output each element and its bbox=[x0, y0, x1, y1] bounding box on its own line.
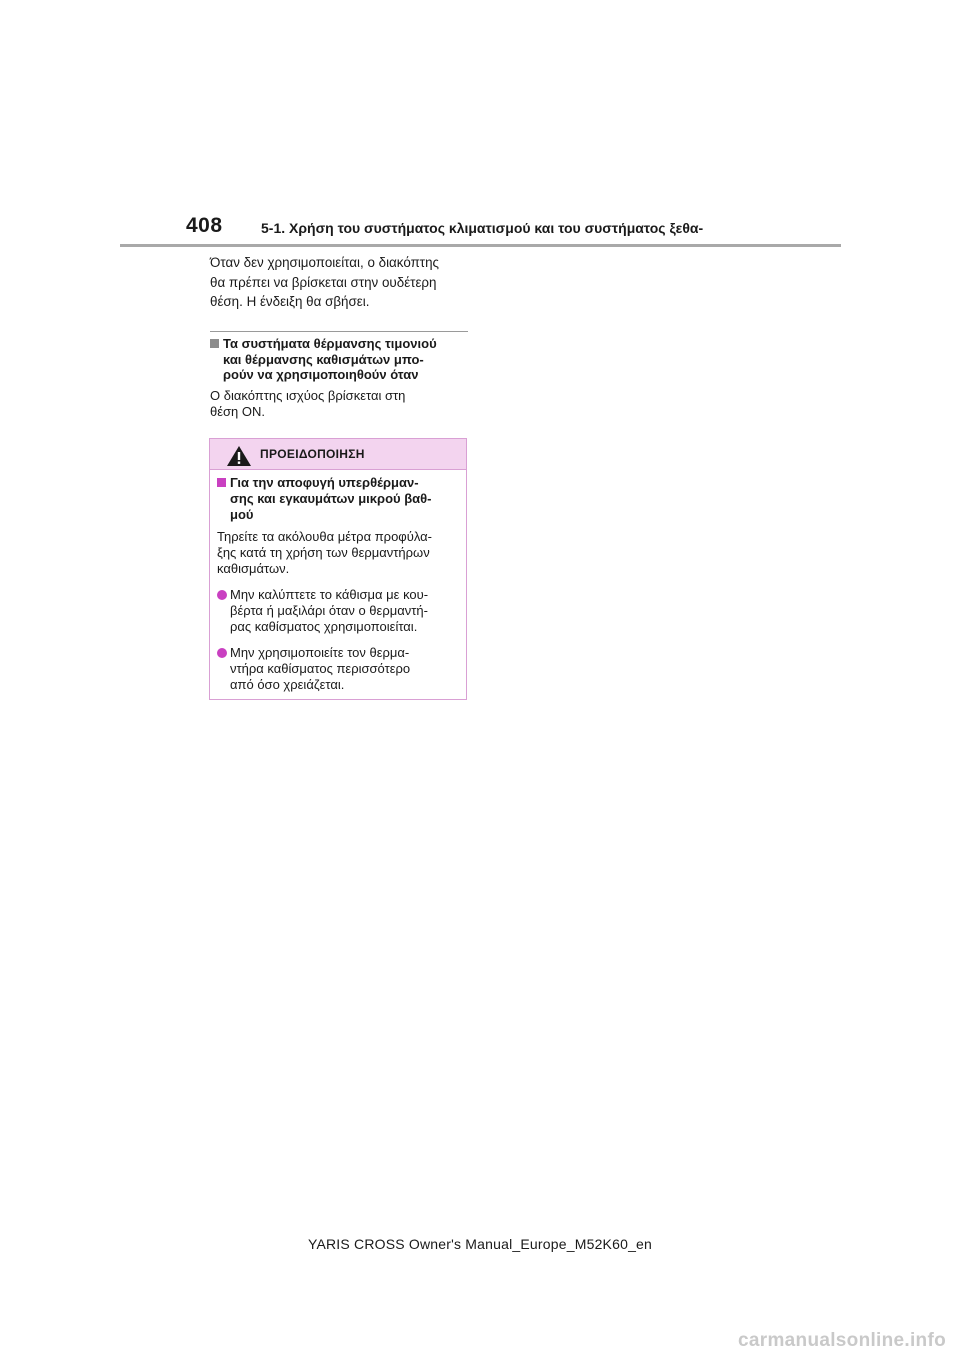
text-line: καθισμάτων. bbox=[217, 561, 290, 576]
watermark: carmanualsonline.info bbox=[738, 1330, 946, 1351]
heading-line: σης και εγκαυμάτων μικρού βαθ- bbox=[230, 491, 432, 506]
text-line: Μην καλύπτετε το κάθισμα με κου- bbox=[230, 587, 429, 602]
intro-line: θέση. Η ένδειξη θα σβήσει. bbox=[210, 294, 370, 309]
square-bullet-icon bbox=[217, 478, 226, 487]
heading-line: ρούν να χρησιμοποιηθούν όταν bbox=[223, 367, 419, 382]
subsection-body bbox=[210, 388, 468, 420]
heading-line: και θέρμανσης καθισμάτων μπο- bbox=[223, 351, 424, 367]
text-line: βέρτα ή μαξιλάρι όταν ο θερμαντή- bbox=[230, 603, 428, 618]
subsection-heading bbox=[210, 336, 468, 383]
warning-header bbox=[210, 439, 466, 470]
text-line: Τηρείτε τα ακόλουθα μέτρα προφύλα- bbox=[217, 529, 432, 544]
page-footer: YARIS CROSS Owner's Manual_Europe_M52K60_en bbox=[307, 1236, 653, 1252]
warning-box bbox=[209, 438, 467, 700]
section-title: 5-1. Χρήση του συστήματος κλιματισμού και του συστήματος ξεθα- bbox=[261, 220, 704, 236]
text-line: ρας καθίσματος χρησιμοποιείται. bbox=[230, 619, 418, 634]
warning-heading-text bbox=[217, 475, 463, 523]
heading-line: Για την αποφυγή υπερθέρμαν- bbox=[230, 475, 419, 490]
square-bullet-icon bbox=[210, 339, 219, 348]
warning-triangle-icon bbox=[226, 445, 252, 472]
warning-intro bbox=[217, 529, 463, 577]
warning-bullet bbox=[217, 645, 463, 693]
body-line: Ο διακόπτης ισχύος βρίσκεται στη bbox=[210, 388, 406, 403]
intro-line: θα πρέπει να βρίσκεται στην ουδέτερη bbox=[210, 274, 437, 290]
warning-heading bbox=[217, 475, 463, 523]
intro-paragraph bbox=[210, 253, 468, 312]
round-bullet-icon bbox=[217, 590, 227, 600]
text-line: ντήρα καθίσματος περισσότερο bbox=[230, 661, 411, 676]
round-bullet-icon bbox=[217, 648, 227, 658]
heading-line: μού bbox=[230, 507, 254, 522]
page-number: 408 bbox=[186, 214, 223, 237]
text-line: ξης κατά τη χρήση των θερμαντήρων bbox=[217, 545, 430, 560]
header-rule bbox=[120, 244, 841, 247]
warning-bullet bbox=[217, 587, 463, 635]
text-line: Μην χρησιμοποιείτε τον θερμα- bbox=[230, 645, 410, 660]
section-divider bbox=[210, 331, 468, 332]
body-line: θέση ON. bbox=[210, 404, 266, 419]
subsection-heading-text bbox=[210, 336, 468, 383]
warning-title: ΠΡΟΕΙΔΟΠΟΙΗΣΗ bbox=[260, 447, 365, 461]
heading-line: Τα συστήματα θέρμανσης τιμονιού bbox=[223, 336, 437, 351]
text-line: από όσο χρειάζεται. bbox=[230, 677, 345, 692]
intro-line: Όταν δεν χρησιμοποιείται, ο διακόπτης bbox=[210, 255, 440, 270]
